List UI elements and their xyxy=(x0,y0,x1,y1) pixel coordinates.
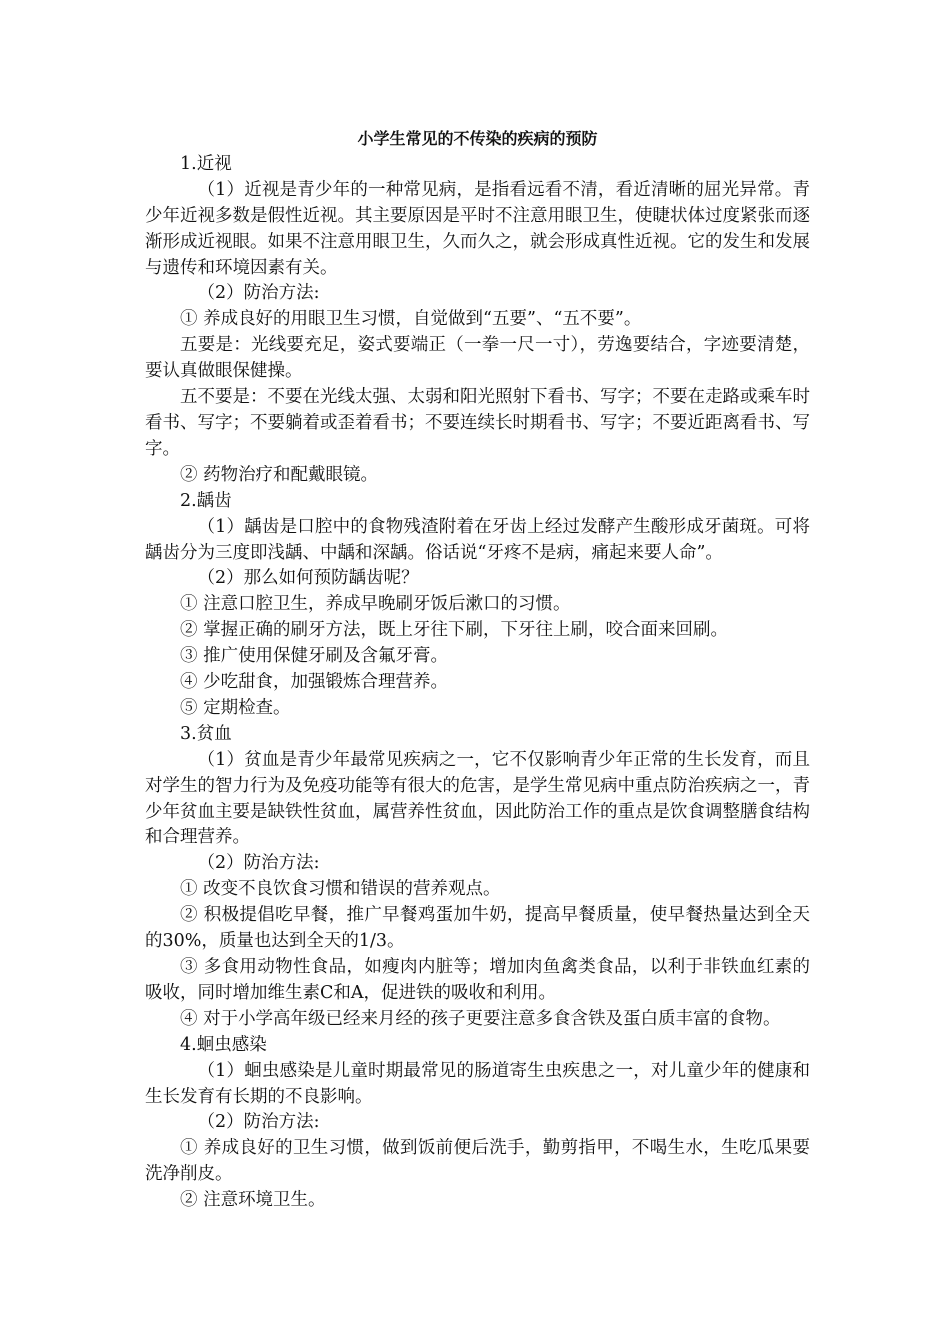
paragraph: （1）蛔虫感染是儿童时期最常见的肠道寄生虫疾患之一，对儿童少年的健康和生长发育有长期的不良影响。 xyxy=(145,1060,810,1107)
document-body xyxy=(145,152,810,1214)
paragraph: ④ 对于小学高年级已经来月经的孩子更要注意多食含铁及蛋白质丰富的食物。 xyxy=(180,1008,781,1029)
paragraph: ① 注意口腔卫生，养成早晚刷牙饭后漱口的习惯。 xyxy=(180,594,571,615)
paragraph: （1）贫血是青少年最常见疾病之一，它不仅影响青少年正常的生长发育，而且对学生的智力行为及免疫功能等有很大的危害，是学生常见病中重点防治疾病之一，青少年贫血主要是缺铁性贫血，属营养性贫血，因此防治工作的重点是饮食调整膳食结构和合理营养。 xyxy=(145,749,810,848)
paragraph: ③ 多食用动物性食品，如瘦肉内脏等；增加肉鱼禽类食品，以利于非铁血红素的吸收，同时增加维生素C和A，促进铁的吸收和利用。 xyxy=(145,957,810,1003)
paragraph: （2）防治方法: xyxy=(197,853,320,874)
paragraph: （2）那么如何预防龋齿呢？ xyxy=(197,568,419,589)
paragraph: 五要是：光线要充足，姿式要端正（一拳一尺一寸），劳逸要结合，字迹要清楚，要认真做眼保健操。 xyxy=(145,335,810,382)
paragraph: ② 药物治疗和配戴眼镜。 xyxy=(180,464,379,485)
paragraph: （1）近视是青少年的一种常见病，是指看远看不清，看近清晰的屈光异常。青少年近视多数是假性近视。其主要原因是平时不注意用眼卫生，使睫状体过度紧张而逐渐形成近视眼。如果不注意用眼卫生，久而久之，就会形成真性近视。它的发生和发展与遗传和环境因素有关。 xyxy=(145,179,810,278)
paragraph: （2）防治方法: xyxy=(197,283,320,304)
paragraph: ② 注意环境卫生。 xyxy=(180,1190,326,1211)
paragraph: ④ 少吃甜食，加强锻炼合理营养。 xyxy=(180,672,449,693)
paragraph: ③ 推广使用保健牙刷及含氟牙膏。 xyxy=(180,646,449,667)
section-heading: 3.贫血 xyxy=(180,723,232,744)
section-heading: 2.龋齿 xyxy=(180,490,232,511)
document xyxy=(145,126,810,1214)
section-heading: 4.蛔虫感染 xyxy=(180,1034,267,1055)
paragraph: ① 养成良好的卫生习惯，做到饭前便后洗手，勤剪指甲，不喝生水，生吃瓜果要洗净削皮。 xyxy=(145,1138,810,1185)
paragraph: ① 养成良好的用眼卫生习惯，自觉做到“五要”、“五不要”。 xyxy=(180,309,642,330)
paragraph: ② 积极提倡吃早餐，推广早餐鸡蛋加牛奶，提高早餐质量，使早餐热量达到全天的30%，质量也达到全天的1/3。 xyxy=(145,905,810,952)
paragraph: 五不要是：不要在光线太强、太弱和阳光照射下看书、写字；不要在走路或乘车时看书、写字；不要躺着或歪着看书；不要连续长时期看书、写字；不要近距离看书、写字。 xyxy=(145,387,810,459)
paragraph: ② 掌握正确的刷牙方法，既上牙往下刷，下牙往上刷，咬合面来回刷。 xyxy=(180,620,729,641)
document-title: 小学生常见的不传染的疾病的预防 xyxy=(357,129,598,148)
paragraph: （2）防治方法: xyxy=(197,1112,320,1133)
paragraph: ⑤ 定期检查。 xyxy=(180,697,291,718)
paragraph: ① 改变不良饮食习惯和错误的营养观点。 xyxy=(180,879,501,900)
section-heading: 1.近视 xyxy=(180,153,232,174)
paragraph: （1）龋齿是口腔中的食物残渣附着在牙齿上经过发酵产生酸形成牙菌斑。可将龋齿分为三度即浅龋、中龋和深龋。俗话说“牙疼不是病，痛起来要人命”。 xyxy=(145,516,810,563)
